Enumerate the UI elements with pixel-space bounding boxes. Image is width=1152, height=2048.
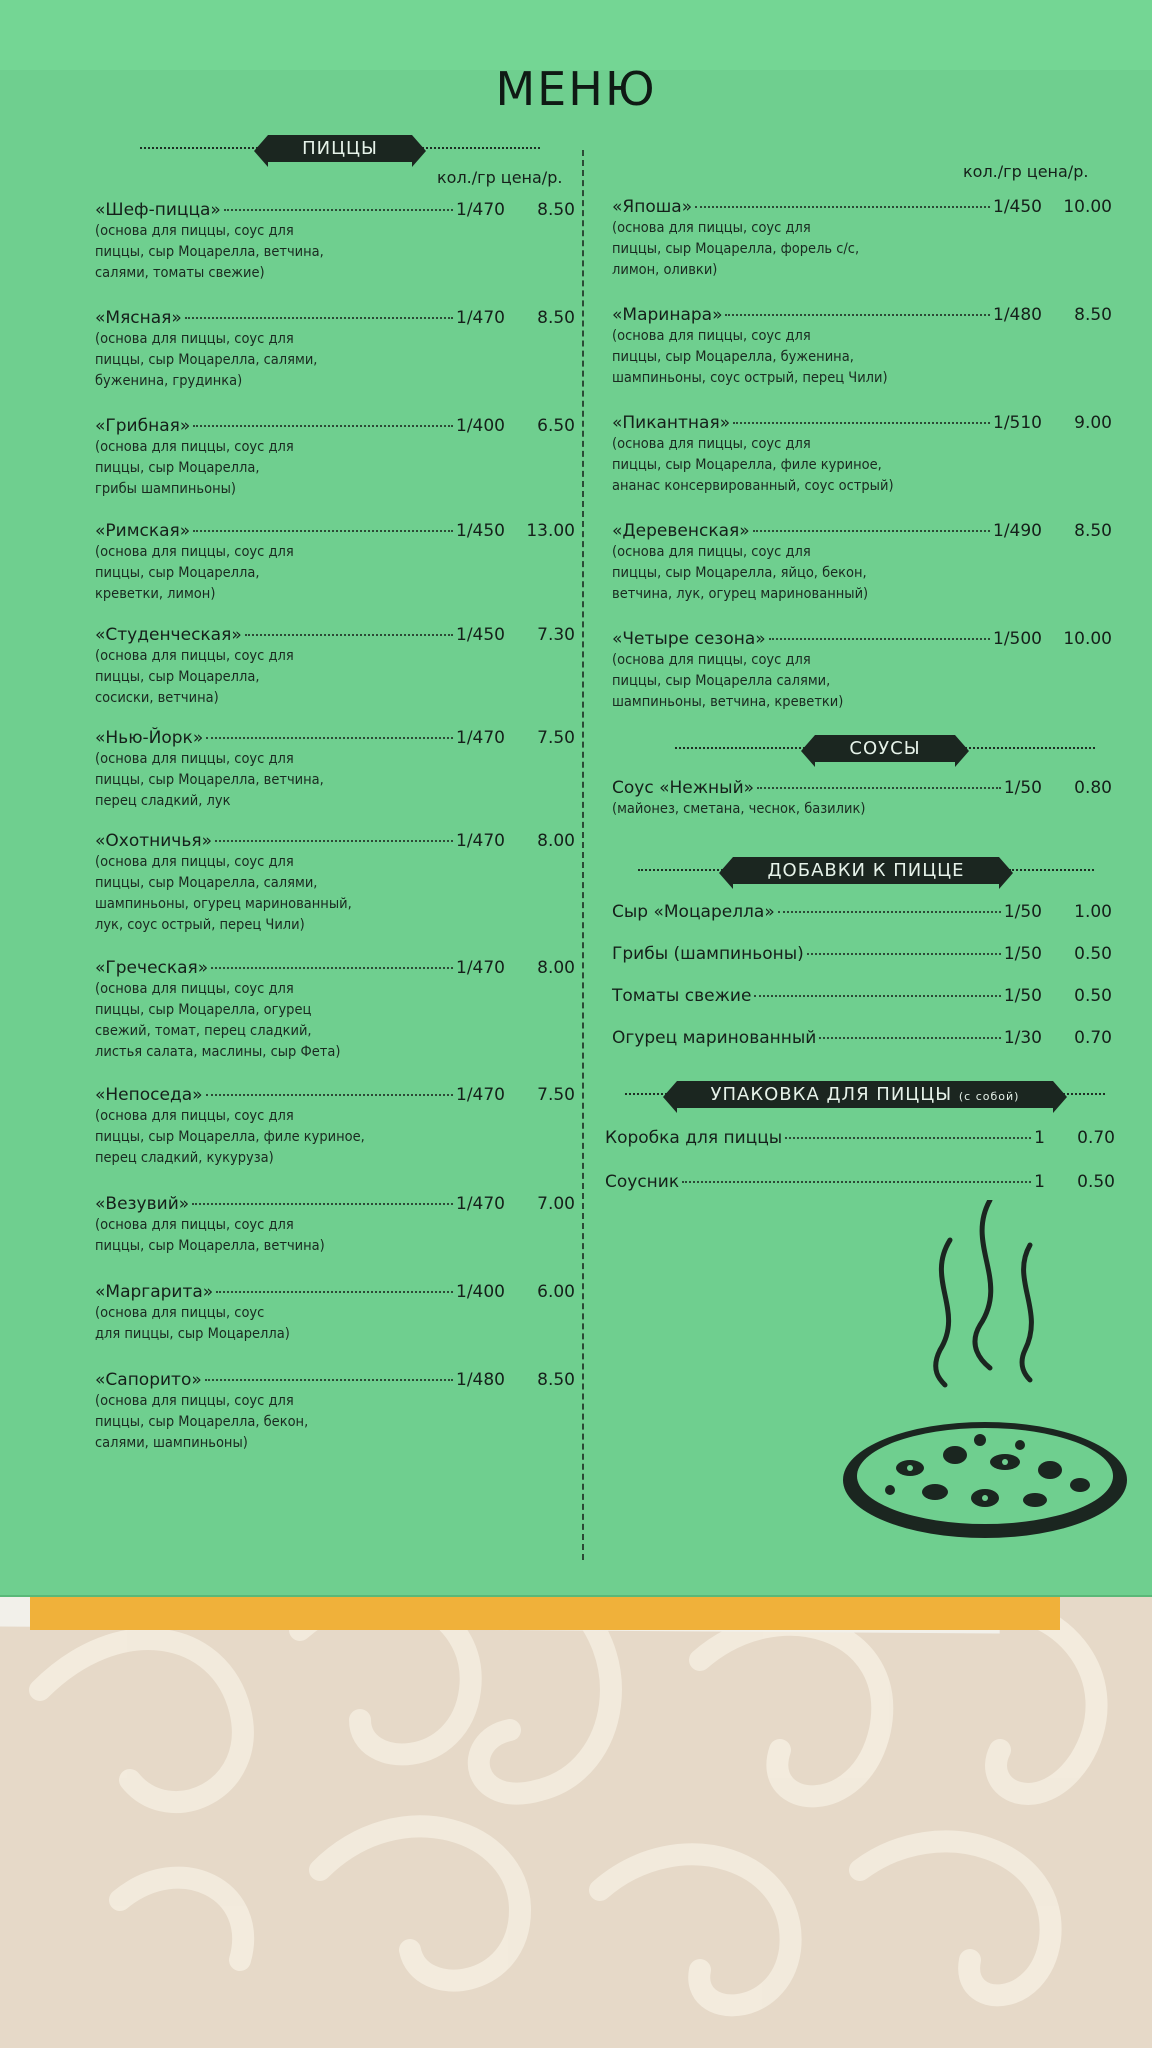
item-name: Соусник bbox=[605, 1172, 680, 1192]
item-name: «Непоседа» bbox=[95, 1085, 203, 1105]
item-name: «Нью-Йорк» bbox=[95, 728, 204, 748]
item-line bbox=[95, 200, 575, 221]
item-description: (основа для пиццы, соус для пиццы, сыр Моцарелла, ветчина, салями, томаты свежие) bbox=[95, 223, 324, 281]
dot-leader bbox=[807, 953, 1001, 955]
item-description: (основа для пиццы, соус для пиццы, сыр Моцарелла, ветчина) bbox=[95, 1217, 325, 1254]
item-name: Грибы (шампиньоны) bbox=[612, 944, 804, 964]
banner-dots bbox=[965, 747, 1095, 749]
item-line bbox=[95, 308, 575, 329]
dot-leader bbox=[785, 1137, 1031, 1139]
item-price: 7.00 bbox=[537, 1194, 575, 1214]
damask-pattern bbox=[0, 1570, 1152, 2048]
dot-leader bbox=[206, 737, 453, 739]
pizza-item bbox=[95, 1370, 575, 1454]
banner-dots bbox=[422, 147, 540, 149]
item-description: (основа для пиццы, соус для пиццы, сыр Моцарелла, грибы шампиньоны) bbox=[95, 439, 294, 497]
item-price: 0.80 bbox=[1074, 778, 1112, 798]
item-line bbox=[95, 416, 575, 437]
item-price: 0.70 bbox=[1077, 1128, 1115, 1148]
pizza-icon bbox=[843, 1422, 1127, 1538]
pizza-item bbox=[95, 625, 575, 709]
dot-leader bbox=[757, 787, 1001, 789]
pizza-item bbox=[95, 958, 575, 1063]
item-name: Томаты свежие bbox=[612, 986, 752, 1006]
item-description: (основа для пиццы, соус для пиццы, сыр Моцарелла, филе куриное, ананас консервированный, соус острый) bbox=[612, 436, 894, 494]
item-quantity: 1/50 bbox=[1003, 902, 1042, 922]
item-name: «Римская» bbox=[95, 521, 191, 541]
packaging-note: (с собой) bbox=[958, 1089, 1020, 1103]
item-price: 0.70 bbox=[1074, 1028, 1112, 1048]
item-name: Соус «Нежный» bbox=[612, 778, 755, 798]
section-banner-packaging bbox=[615, 1078, 1115, 1110]
item-quantity: 1/480 bbox=[993, 305, 1042, 325]
item-name: «Пикантная» bbox=[612, 413, 731, 433]
dot-leader bbox=[725, 314, 990, 316]
item-line bbox=[612, 629, 1112, 650]
pizza-item bbox=[95, 831, 575, 936]
packaging-title-text: УПАКОВКА ДЛЯ ПИЦЦЫ bbox=[710, 1083, 953, 1105]
dot-leader bbox=[778, 911, 1001, 913]
item-description: (основа для пиццы, соус для пиццы, сыр Моцарелла, форель с/с, лимон, оливки) bbox=[612, 220, 860, 278]
section-title-packaging bbox=[677, 1081, 1054, 1108]
dot-leader bbox=[193, 425, 453, 427]
item-price: 7.50 bbox=[537, 728, 575, 748]
section-title-pizzas: ПИЦЦЫ bbox=[268, 135, 412, 162]
item-quantity: 1/400 bbox=[456, 1282, 505, 1302]
item-description: (основа для пиццы, соус для пиццы, сыр Моцарелла, салями, шампиньоны, огурец маринованный, лук, соус острый, перец Чили) bbox=[95, 854, 352, 933]
pizza-item bbox=[612, 305, 1112, 389]
item-quantity: 1/470 bbox=[456, 200, 505, 220]
item-name: «Сапорито» bbox=[95, 1370, 202, 1390]
item-line bbox=[612, 986, 1112, 1007]
dot-leader bbox=[682, 1181, 1031, 1183]
item-quantity: 1/500 bbox=[993, 629, 1042, 649]
pizza-item bbox=[95, 1282, 575, 1345]
item-price: 0.50 bbox=[1077, 1172, 1115, 1192]
banner-dots bbox=[1063, 1093, 1105, 1095]
item-line bbox=[95, 1282, 575, 1303]
item-line bbox=[612, 944, 1112, 965]
item-name: «Студенческая» bbox=[95, 625, 242, 645]
item-price: 10.00 bbox=[1063, 629, 1112, 649]
dot-leader bbox=[211, 967, 453, 969]
dot-leader bbox=[753, 530, 990, 532]
column-divider bbox=[582, 150, 584, 1560]
item-description: (основа для пиццы, соус для пиццы, сыр Моцарелла, буженина, шампиньоны, соус острый, перец Чили) bbox=[612, 328, 888, 386]
item-description: (майонез, сметана, чеснок, базилик) bbox=[612, 801, 866, 817]
item-line bbox=[612, 521, 1112, 542]
column-header-right: кол./гр цена/р. bbox=[963, 162, 1089, 181]
item-price: 9.00 bbox=[1074, 413, 1112, 433]
item-quantity: 1/30 bbox=[1003, 1028, 1042, 1048]
item-price: 1.00 bbox=[1074, 902, 1112, 922]
item-price: 8.50 bbox=[537, 308, 575, 328]
item-description: (основа для пиццы, соус для пиццы, сыр Моцарелла, огурец свежий, томат, перец сладкий, листья салата, маслины, сыр Фета) bbox=[95, 981, 341, 1060]
packaging-item bbox=[605, 1128, 1115, 1149]
pizza-item bbox=[95, 200, 575, 284]
addon-item bbox=[612, 986, 1112, 1007]
item-price: 13.00 bbox=[526, 521, 575, 541]
item-line bbox=[612, 902, 1112, 923]
packaging-item bbox=[605, 1172, 1115, 1193]
pizza-item bbox=[95, 1194, 575, 1257]
dot-leader bbox=[695, 206, 990, 208]
pizza-item bbox=[95, 416, 575, 500]
item-description: (основа для пиццы, соус для пиццы, сыр Моцарелла) bbox=[95, 1305, 290, 1342]
column-header-left: кол./гр цена/р. bbox=[437, 168, 563, 187]
pizza-item bbox=[612, 629, 1112, 713]
item-quantity: 1/50 bbox=[1003, 944, 1042, 964]
banner-dots bbox=[140, 147, 258, 149]
item-name: Огурец маринованный bbox=[612, 1028, 817, 1048]
item-price: 6.00 bbox=[537, 1282, 575, 1302]
sauce-item bbox=[612, 778, 1112, 820]
dot-leader bbox=[185, 317, 453, 319]
item-price: 0.50 bbox=[1074, 944, 1112, 964]
dot-leader bbox=[216, 1291, 453, 1293]
item-name: «Греческая» bbox=[95, 958, 209, 978]
item-name: Сыр «Моцарелла» bbox=[612, 902, 775, 922]
item-quantity: 1/470 bbox=[456, 308, 505, 328]
section-banner-addons bbox=[628, 854, 1104, 886]
item-quantity: 1/50 bbox=[1003, 986, 1042, 1006]
pizza-item bbox=[95, 1085, 575, 1169]
item-name: «Грибная» bbox=[95, 416, 191, 436]
item-description: (основа для пиццы, соус для пиццы, сыр Моцарелла, бекон, салями, шампиньоны) bbox=[95, 1393, 309, 1451]
item-name: «Везувий» bbox=[95, 1194, 190, 1214]
banner-dots bbox=[638, 869, 723, 871]
item-price: 8.50 bbox=[1074, 305, 1112, 325]
item-quantity: 1/490 bbox=[993, 521, 1042, 541]
item-description: (основа для пиццы, соус для пиццы, сыр Моцарелла, салями, буженина, грудинка) bbox=[95, 331, 318, 389]
item-description: (основа для пиццы, соус для пиццы, сыр Моцарелла салями, шампиньоны, ветчина, креветки) bbox=[612, 652, 844, 710]
item-quantity: 1/400 bbox=[456, 416, 505, 436]
item-line bbox=[95, 958, 575, 979]
pizza-illustration bbox=[830, 1200, 1130, 1550]
item-line bbox=[95, 728, 575, 749]
dot-leader bbox=[205, 1379, 453, 1381]
item-line bbox=[95, 1085, 575, 1106]
item-description: (основа для пиццы, соус для пиццы, сыр Моцарелла, филе куриное, перец сладкий, кукуруза) bbox=[95, 1108, 365, 1166]
item-line bbox=[612, 778, 1112, 799]
item-quantity: 1/450 bbox=[456, 625, 505, 645]
pizza-item bbox=[95, 308, 575, 392]
item-description: (основа для пиццы, соус для пиццы, сыр Моцарелла, яйцо, бекон, ветчина, лук, огурец маринованный) bbox=[612, 544, 869, 602]
pizza-item bbox=[612, 197, 1112, 281]
dot-leader bbox=[819, 1037, 1000, 1039]
addon-item bbox=[612, 902, 1112, 923]
section-title-addons: ДОБАВКИ К ПИЦЦЕ bbox=[733, 857, 998, 884]
item-quantity: 1/510 bbox=[993, 413, 1042, 433]
item-name: Коробка для пиццы bbox=[605, 1128, 783, 1148]
item-price: 8.50 bbox=[1074, 521, 1112, 541]
item-line bbox=[95, 831, 575, 852]
item-price: 8.50 bbox=[537, 1370, 575, 1390]
dot-leader bbox=[206, 1094, 453, 1096]
item-quantity: 1/450 bbox=[993, 197, 1042, 217]
section-banner-sauces bbox=[665, 732, 1105, 764]
item-name: «Деревенская» bbox=[612, 521, 750, 541]
item-price: 6.50 bbox=[537, 416, 575, 436]
page-fold bbox=[0, 0, 1152, 70]
item-line bbox=[95, 1370, 575, 1391]
item-name: «Маринара» bbox=[612, 305, 723, 325]
item-price: 10.00 bbox=[1063, 197, 1112, 217]
item-line bbox=[95, 625, 575, 646]
item-quantity: 1/470 bbox=[456, 958, 505, 978]
item-quantity: 1 bbox=[1034, 1172, 1045, 1192]
dot-leader bbox=[769, 638, 990, 640]
section-title-sauces: СОУСЫ bbox=[815, 735, 954, 762]
item-line bbox=[612, 413, 1112, 434]
item-quantity: 1/470 bbox=[456, 728, 505, 748]
item-price: 7.50 bbox=[537, 1085, 575, 1105]
tablecloth bbox=[0, 1570, 1152, 2048]
item-price: 7.30 bbox=[537, 625, 575, 645]
item-quantity: 1/470 bbox=[456, 1085, 505, 1105]
item-line bbox=[605, 1128, 1115, 1149]
item-price: 8.50 bbox=[537, 200, 575, 220]
item-description: (основа для пиццы, соус для пиццы, сыр Моцарелла, ветчина, перец сладкий, лук bbox=[95, 751, 324, 809]
item-line bbox=[95, 521, 575, 542]
dot-leader bbox=[193, 530, 453, 532]
item-line bbox=[605, 1172, 1115, 1193]
dot-leader bbox=[192, 1203, 453, 1205]
item-description: (основа для пиццы, соус для пиццы, сыр Моцарелла, сосиски, ветчина) bbox=[95, 648, 294, 706]
item-line bbox=[612, 305, 1112, 326]
item-line bbox=[95, 1194, 575, 1215]
pizza-item bbox=[95, 521, 575, 605]
steam-icon bbox=[936, 1200, 1032, 1385]
item-quantity: 1/450 bbox=[456, 521, 505, 541]
pizza-item bbox=[95, 728, 575, 812]
item-price: 8.00 bbox=[537, 831, 575, 851]
item-name: «Мясная» bbox=[95, 308, 182, 328]
item-price: 0.50 bbox=[1074, 986, 1112, 1006]
dot-leader bbox=[733, 422, 990, 424]
page-title: МЕНЮ bbox=[495, 62, 657, 116]
banner-dots bbox=[625, 1093, 667, 1095]
addon-item bbox=[612, 1028, 1112, 1049]
item-quantity: 1/480 bbox=[456, 1370, 505, 1390]
item-quantity: 1/470 bbox=[456, 1194, 505, 1214]
pizza-item bbox=[612, 413, 1112, 497]
dot-leader bbox=[224, 209, 453, 211]
pizza-item bbox=[612, 521, 1112, 605]
item-price: 8.00 bbox=[537, 958, 575, 978]
item-quantity: 1/470 bbox=[456, 831, 505, 851]
item-quantity: 1 bbox=[1034, 1128, 1045, 1148]
item-name: «Охотничья» bbox=[95, 831, 212, 851]
item-line bbox=[612, 1028, 1112, 1049]
item-name: «Маргарита» bbox=[95, 1282, 214, 1302]
item-description: (основа для пиццы, соус для пиццы, сыр Моцарелла, креветки, лимон) bbox=[95, 544, 294, 602]
item-name: «Япоша» bbox=[612, 197, 693, 217]
item-name: «Четыре сезона» bbox=[612, 629, 766, 649]
dot-leader bbox=[754, 995, 1000, 997]
addon-item bbox=[612, 944, 1112, 965]
item-quantity: 1/50 bbox=[1003, 778, 1042, 798]
banner-dots bbox=[675, 747, 805, 749]
item-name: «Шеф-пицца» bbox=[95, 200, 221, 220]
dot-leader bbox=[245, 634, 453, 636]
dot-leader bbox=[215, 840, 453, 842]
banner-dots bbox=[1009, 869, 1094, 871]
section-banner-pizzas bbox=[130, 132, 550, 164]
item-line bbox=[612, 197, 1112, 218]
